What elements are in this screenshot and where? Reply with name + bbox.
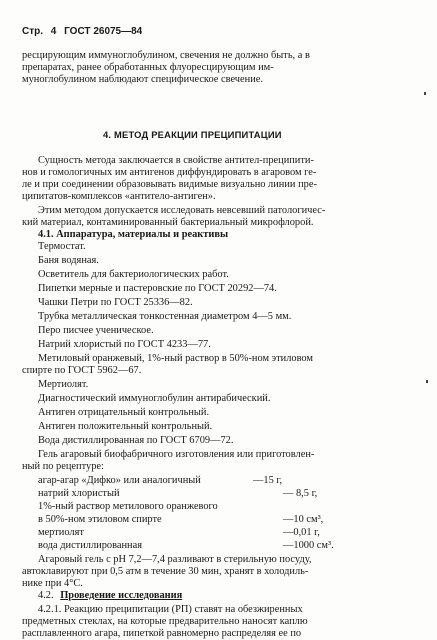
recipe-item-name: мертиолят xyxy=(38,527,84,538)
intro-line: ресцирующим иммуноглобулином, свечения не должно быть, а в xyxy=(22,50,310,61)
recipe-item-amount: —15 г, xyxy=(253,475,283,486)
recipe-item-amount: —0,01 г, xyxy=(283,527,320,538)
recipe-item-amount: — 8,5 г, xyxy=(283,488,318,499)
recipe-item-name: 1%-ный раствор метилового оранжевого xyxy=(38,501,218,512)
material-item: Мертиолят. xyxy=(38,379,89,390)
paragraph-line: 4.2.1. Реакцию преципитации (РП) ставят на обезжиренных xyxy=(38,604,303,615)
recipe-item-name: натрий хлористый xyxy=(38,488,120,499)
recipe-item-amount: —10 см³, xyxy=(283,514,324,525)
recipe-item-name: вода дистиллированная xyxy=(38,540,143,551)
material-item: Антиген отрицательный контрольный. xyxy=(38,407,210,418)
material-item: Пипетки мерные и пастеровские по ГОСТ 20292—74. xyxy=(38,283,277,294)
paragraph-line: нов и гомологичных им антигенов диффундировать в агаровом ге- xyxy=(22,167,317,178)
paragraph-line: ле и при соединении образовывать видимые визуально линии пре- xyxy=(22,179,317,190)
recipe-item-name: в 50%-ном этиловом спирте xyxy=(38,514,162,525)
paragraph-line: ный по рецептуре: xyxy=(22,461,104,472)
material-item: Перо писчее ученическое. xyxy=(38,325,154,336)
subsection-heading: 4.1. Аппаратура, материалы и реактивы xyxy=(38,229,229,240)
paragraph-line: кий материал, контаминированный бактериальный микрофлорой. xyxy=(22,217,314,228)
paragraph-line: Гель агаровый биофабричного изготовления или приготовлен- xyxy=(38,449,315,460)
material-item: Баня водяная. xyxy=(38,255,99,266)
intro-line: препаратах, ранее обработанных флуоресцирующим им- xyxy=(22,62,274,73)
page-header xyxy=(22,26,142,38)
paragraph-line: предметных стеклах, на которые предварительно наносят каплю xyxy=(22,616,308,627)
paragraph-line: расплавленного агара, пипеткой равномерно распределяя ее по xyxy=(22,628,302,639)
paragraph-line: Сущность метода заключается в свойстве антител-преципити- xyxy=(38,155,314,166)
page-number: 4 xyxy=(50,26,57,37)
material-item: Диагностический иммуноглобулин антирабический. xyxy=(38,393,271,404)
intro-line: муноглобулином наблюдают специфическое свечение. xyxy=(22,74,263,85)
material-item: Термостат. xyxy=(38,241,86,252)
paragraph-line: спирте по ГОСТ 5962—67. xyxy=(22,365,142,376)
margin-mark xyxy=(426,380,428,383)
paragraph-line: Агаровый гель с pH 7,2—7,4 разливают в стерильную посуду, xyxy=(38,554,312,565)
paragraph-line: Этим методом допускается исследовать невсевший патологичес- xyxy=(38,205,326,216)
subsection-heading xyxy=(38,590,182,602)
material-item: Натрий хлористый по ГОСТ 4233—77. xyxy=(38,339,211,350)
subsection-title: Проведение исследования xyxy=(60,590,183,601)
material-item: Вода дистиллированная по ГОСТ 6709—72. xyxy=(38,435,234,446)
standard-number: ГОСТ 26075—84 xyxy=(64,26,143,37)
paragraph-line: нике при 4°С. xyxy=(22,578,83,589)
material-item: Осветитель для бактериологических работ. xyxy=(38,269,229,280)
page-label: Стр. xyxy=(22,26,44,37)
margin-mark xyxy=(424,92,426,95)
section-title: 4. МЕТОД РЕАКЦИИ ПРЕЦИПИТАЦИИ xyxy=(103,129,282,140)
paragraph-line: автоклавируют при 0,5 атм в течение 30 мин, хранят в холодиль- xyxy=(22,566,309,577)
material-item: Чашки Петри по ГОСТ 25336—82. xyxy=(38,297,193,308)
recipe-item-name: агар-агар «Дифко» или аналогичный xyxy=(38,475,201,486)
material-item: Трубка металлическая тонкостенная диаметром 4—5 мм. xyxy=(38,311,292,322)
recipe-item-amount: —1000 см³. xyxy=(283,540,334,551)
paragraph-line: Метиловый оранжевый, 1%-ный раствор в 50%-ном этиловом xyxy=(38,353,313,364)
paragraph-line: ципитатов-комплексов «антитело-антиген». xyxy=(22,191,216,202)
material-item: Антиген положительный контрольный. xyxy=(38,421,213,432)
subsection-number: 4.2. xyxy=(38,590,54,601)
